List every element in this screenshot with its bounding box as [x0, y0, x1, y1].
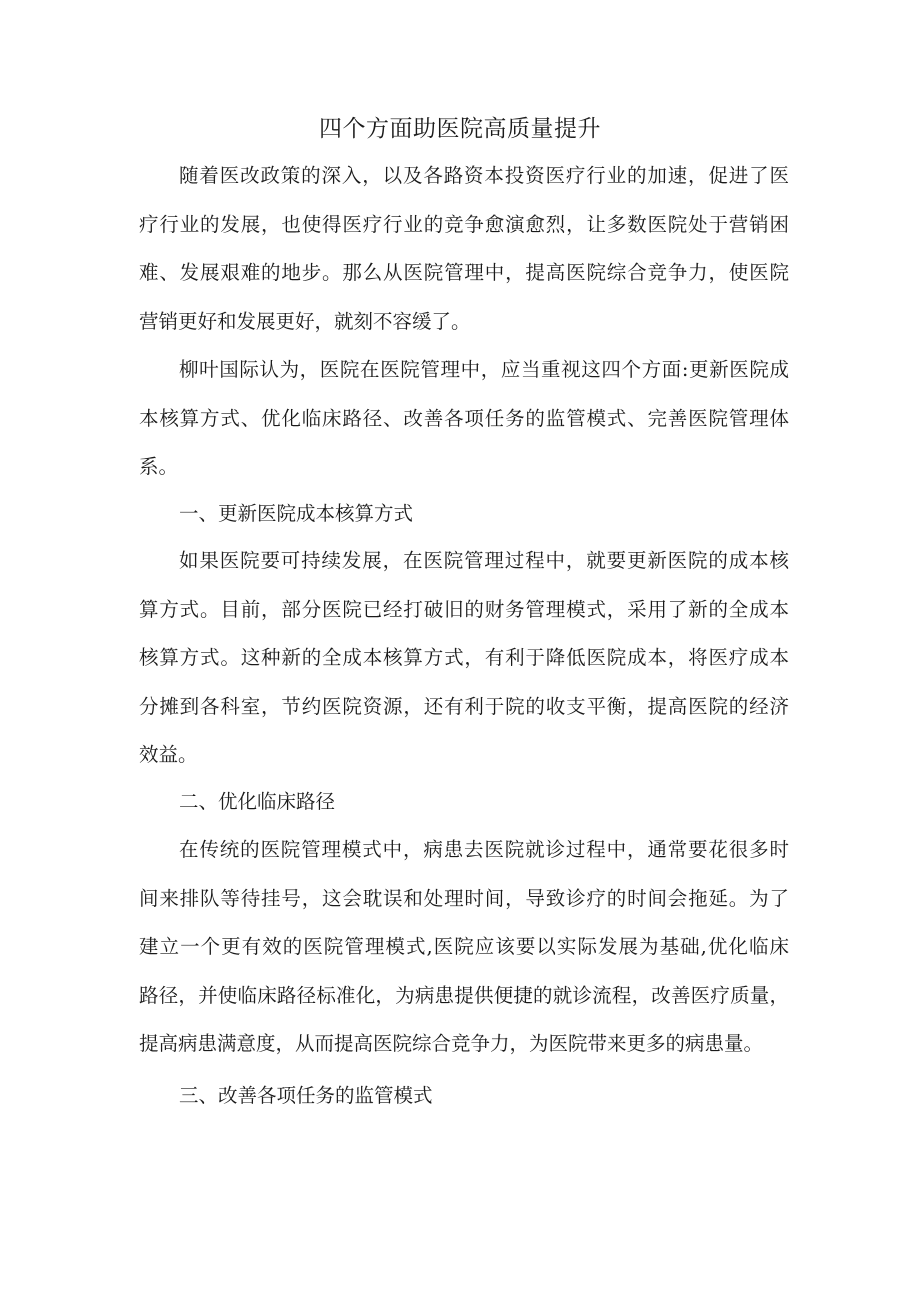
- text-line: 在传统的医院管理模式中，病患去医院就诊过程中，通常要花很多时: [179, 838, 789, 861]
- text-line: 本核算方式、优化临床路径、改善各项任务的监管模式、完善医院管理体: [139, 406, 789, 430]
- paragraph-overview: [139, 346, 789, 492]
- paragraph-cost-accounting: [139, 537, 789, 780]
- paragraph-clinical-pathway: [139, 826, 789, 1069]
- text-line: 如果医院要可持续发展，在医院管理过程中，就要更新医院的成本核: [179, 549, 789, 572]
- text-line: 效益。: [139, 743, 198, 766]
- text-line: 间来排队等待挂号，这会耽误和处理时间，导致诊疗的时间会拖延。为了: [139, 886, 789, 910]
- text-line: 柳叶国际认为，医院在医院管理中，应当重视这四个方面:更新医院成: [179, 358, 789, 381]
- section-heading-1: 一、更新医院成本核算方式: [179, 502, 414, 525]
- text-line: 提高病患满意度，从而提高医院综合竞争力，为医院带来更多的病患量。: [139, 1032, 764, 1055]
- text-line: 算方式。目前，部分医院已经打破旧的财务管理模式，采用了新的全成本: [139, 597, 789, 621]
- text-line: 核算方式。这种新的全成本核算方式，有利于降低医院成本，将医疗成本: [139, 646, 789, 669]
- document-title: 四个方面助医院高质量提升: [319, 116, 601, 142]
- text-line: 系。: [139, 455, 179, 478]
- text-line: 难、发展艰难的地步。那么从医院管理中，提高医院综合竞争力，使医院: [139, 261, 789, 284]
- text-line: 路径，并使临床路径标准化，为病患提供便捷的就诊流程，改善医疗质量，: [139, 983, 789, 1007]
- text-line: 随着医改政策的深入，以及各路资本投资医疗行业的加速，促进了医: [179, 164, 789, 187]
- text-line: 分摊到各科室，节约医院资源，还有利于院的收支平衡，提高医院的经济: [139, 694, 789, 718]
- section-heading-2: 二、优化临床路径: [179, 790, 336, 813]
- text-line: 建立一个更有效的医院管理模式,医院应该要以实际发展为基础,优化临床: [139, 935, 789, 958]
- section-heading-3: 三、改善各项任务的监管模式: [179, 1084, 433, 1107]
- paragraph-intro: [139, 152, 789, 346]
- text-line: 营销更好和发展更好，就刻不容缓了。: [139, 309, 471, 333]
- text-line: 疗行业的发展，也使得医疗行业的竞争愈演愈烈，让多数医院处于营销困: [139, 212, 789, 236]
